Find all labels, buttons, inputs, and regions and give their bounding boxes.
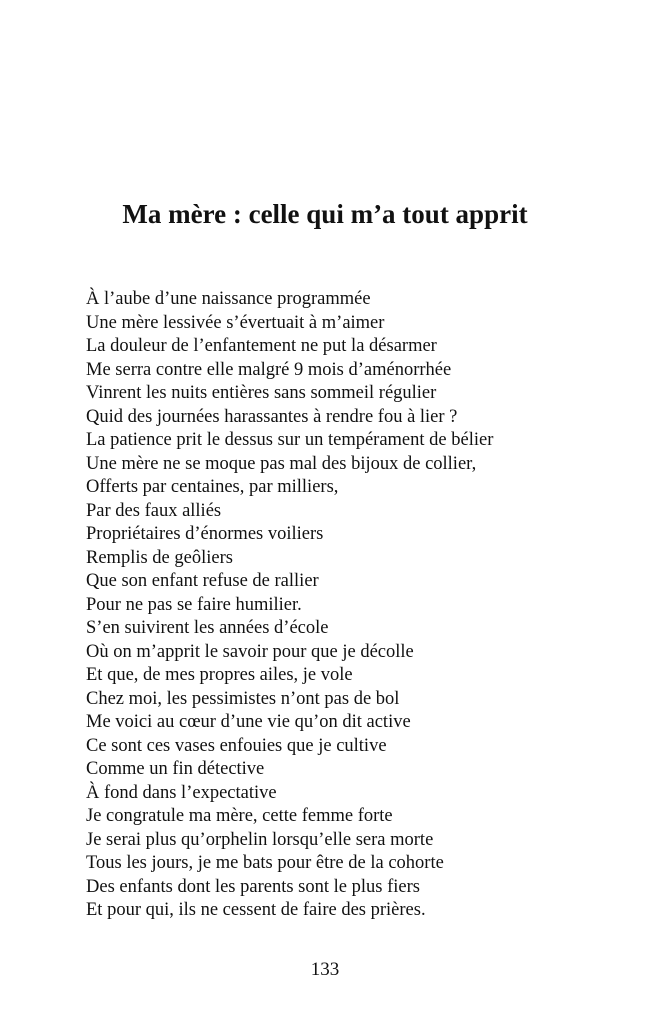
poem-line: S’en suivirent les années d’école	[86, 618, 329, 638]
poem-line: Propriétaires d’énormes voiliers	[86, 524, 324, 544]
poem-line: À l’aube d’une naissance programmée	[86, 289, 371, 309]
poem-line: Offerts par centaines, par milliers,	[86, 477, 339, 497]
poem-line: Remplis de geôliers	[86, 547, 233, 568]
poem-line: Pour ne pas se faire humilier.	[86, 594, 302, 615]
poem-line: Et que, de mes propres ailes, je vole	[86, 665, 353, 685]
poem-line: Une mère lessivée s’évertuait à m’aimer	[86, 312, 385, 333]
poem-line: Par des faux alliés	[86, 500, 222, 521]
poem-line: Je serai plus qu’orphelin lorsqu’elle sera morte	[86, 829, 434, 850]
poem-line: Comme un fin détective	[86, 759, 265, 779]
poem-line: La patience prit le dessus sur un tempérament de bélier	[86, 430, 494, 450]
poem-title: Ma mère : celle qui m’a tout apprit	[122, 199, 528, 229]
poem-line: Que son enfant refuse de rallier	[86, 571, 319, 591]
poem-line: Quid des journées harassantes à rendre fou à lier ?	[86, 406, 458, 427]
poem-line: Ce sont ces vases enfouies que je cultive	[86, 735, 387, 756]
poem-line: Et pour qui, ils ne cessent de faire des prières.	[86, 900, 426, 920]
poem-line: Des enfants dont les parents sont le plus fiers	[86, 876, 420, 897]
poem-line: Où on m’apprit le savoir pour que je décolle	[86, 641, 414, 662]
poem-line: Me voici au cœur d’une vie qu’on dit active	[86, 712, 411, 732]
poem-line: Je congratule ma mère, cette femme forte	[86, 806, 393, 826]
poem-line: À fond dans l’expectative	[86, 782, 277, 803]
poem-line: Vinrent les nuits entières sans sommeil régulier	[86, 383, 437, 403]
poem-line: Me serra contre elle malgré 9 mois d’aménorrhée	[86, 359, 452, 380]
poem-line: Chez moi, les pessimistes n’ont pas de bol	[86, 688, 400, 709]
poem-line: Une mère ne se moque pas mal des bijoux de collier,	[86, 453, 477, 474]
poem-body	[86, 288, 626, 923]
page-number: 133	[310, 959, 340, 980]
poem-line: Tous les jours, je me bats pour être de la cohorte	[86, 853, 444, 873]
poem-line: La douleur de l’enfantement ne put la désarmer	[86, 336, 437, 356]
